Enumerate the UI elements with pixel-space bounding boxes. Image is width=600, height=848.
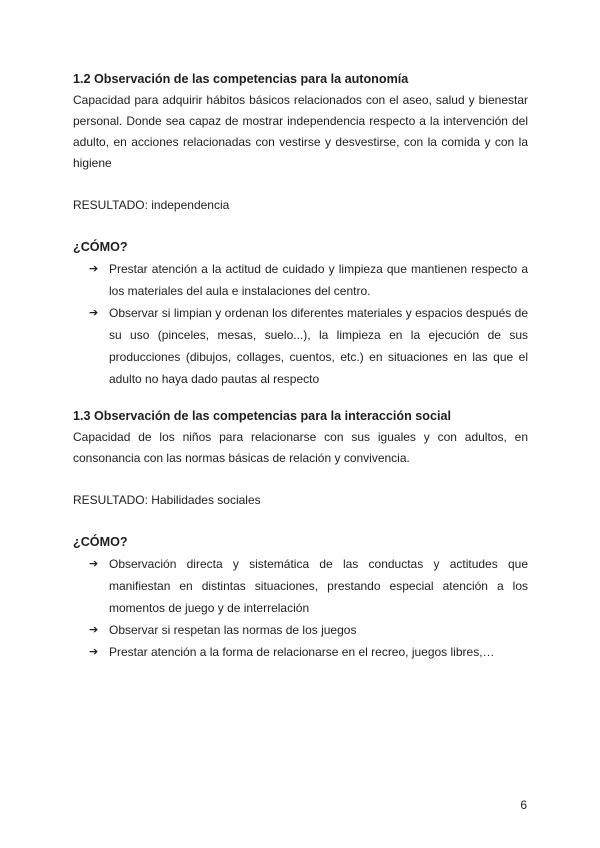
list-item	[73, 302, 528, 390]
section-social-interaction	[73, 406, 528, 663]
right-arrow-icon: ➔	[89, 623, 99, 636]
how-list	[73, 553, 528, 663]
section-result: RESULTADO: independencia	[73, 198, 230, 212]
right-arrow-icon: ➔	[89, 306, 99, 319]
page-number: 6	[520, 798, 527, 812]
list-item	[73, 619, 528, 641]
right-arrow-icon: ➔	[89, 645, 99, 658]
right-arrow-icon: ➔	[89, 557, 99, 570]
list-item-text: Observar si respetan las normas de los juegos	[109, 623, 357, 637]
how-heading: ¿CÓMO?	[73, 535, 128, 549]
section-heading: 1.3 Observación de las competencias para la interacción social	[73, 409, 451, 423]
page-content	[73, 69, 528, 663]
list-item-text: Prestar atención a la actitud de cuidado y limpieza que mantienen respecto a los materiales del aula e instalaciones del centro.	[109, 262, 528, 298]
section-description: Capacidad de los niños para relacionarse con sus iguales y con adultos, en consonancia con las normas básicas de relación y convivencia.	[73, 430, 528, 465]
list-item	[73, 258, 528, 302]
list-item-text: Observación directa y sistemática de las conductas y actitudes que manifiestan en distintas situaciones, prestando especial atención a los momentos de juego y de interrelación	[109, 557, 528, 615]
how-heading: ¿CÓMO?	[73, 240, 128, 254]
how-list	[73, 258, 528, 390]
list-item	[73, 641, 528, 663]
section-autonomy	[73, 69, 528, 390]
section-description: Capacidad para adquirir hábitos básicos relacionados con el aseo, salud y bienestar personal. Donde sea capaz de mostrar independencia respecto a la intervención del adulto, en acciones relacionadas con vestirse y desvestirse, con la comida y con la higiene	[73, 93, 528, 170]
list-item	[73, 553, 528, 619]
list-item-text: Observar si limpian y ordenan los diferentes materiales y espacios después de su uso (pinceles, mesas, suelo...), la limpieza en la ejecución de sus producciones (dibujos, collages, cuentos, etc.) en situaciones en las que el adulto no haya dado pautas al respecto	[109, 306, 528, 386]
list-item-text: Prestar atención a la forma de relacionarse en el recreo, juegos libres,…	[109, 645, 495, 659]
right-arrow-icon: ➔	[89, 262, 99, 275]
section-heading: 1.2 Observación de las competencias para la autonomía	[73, 72, 409, 86]
section-result: RESULTADO: Habilidades sociales	[73, 493, 261, 507]
